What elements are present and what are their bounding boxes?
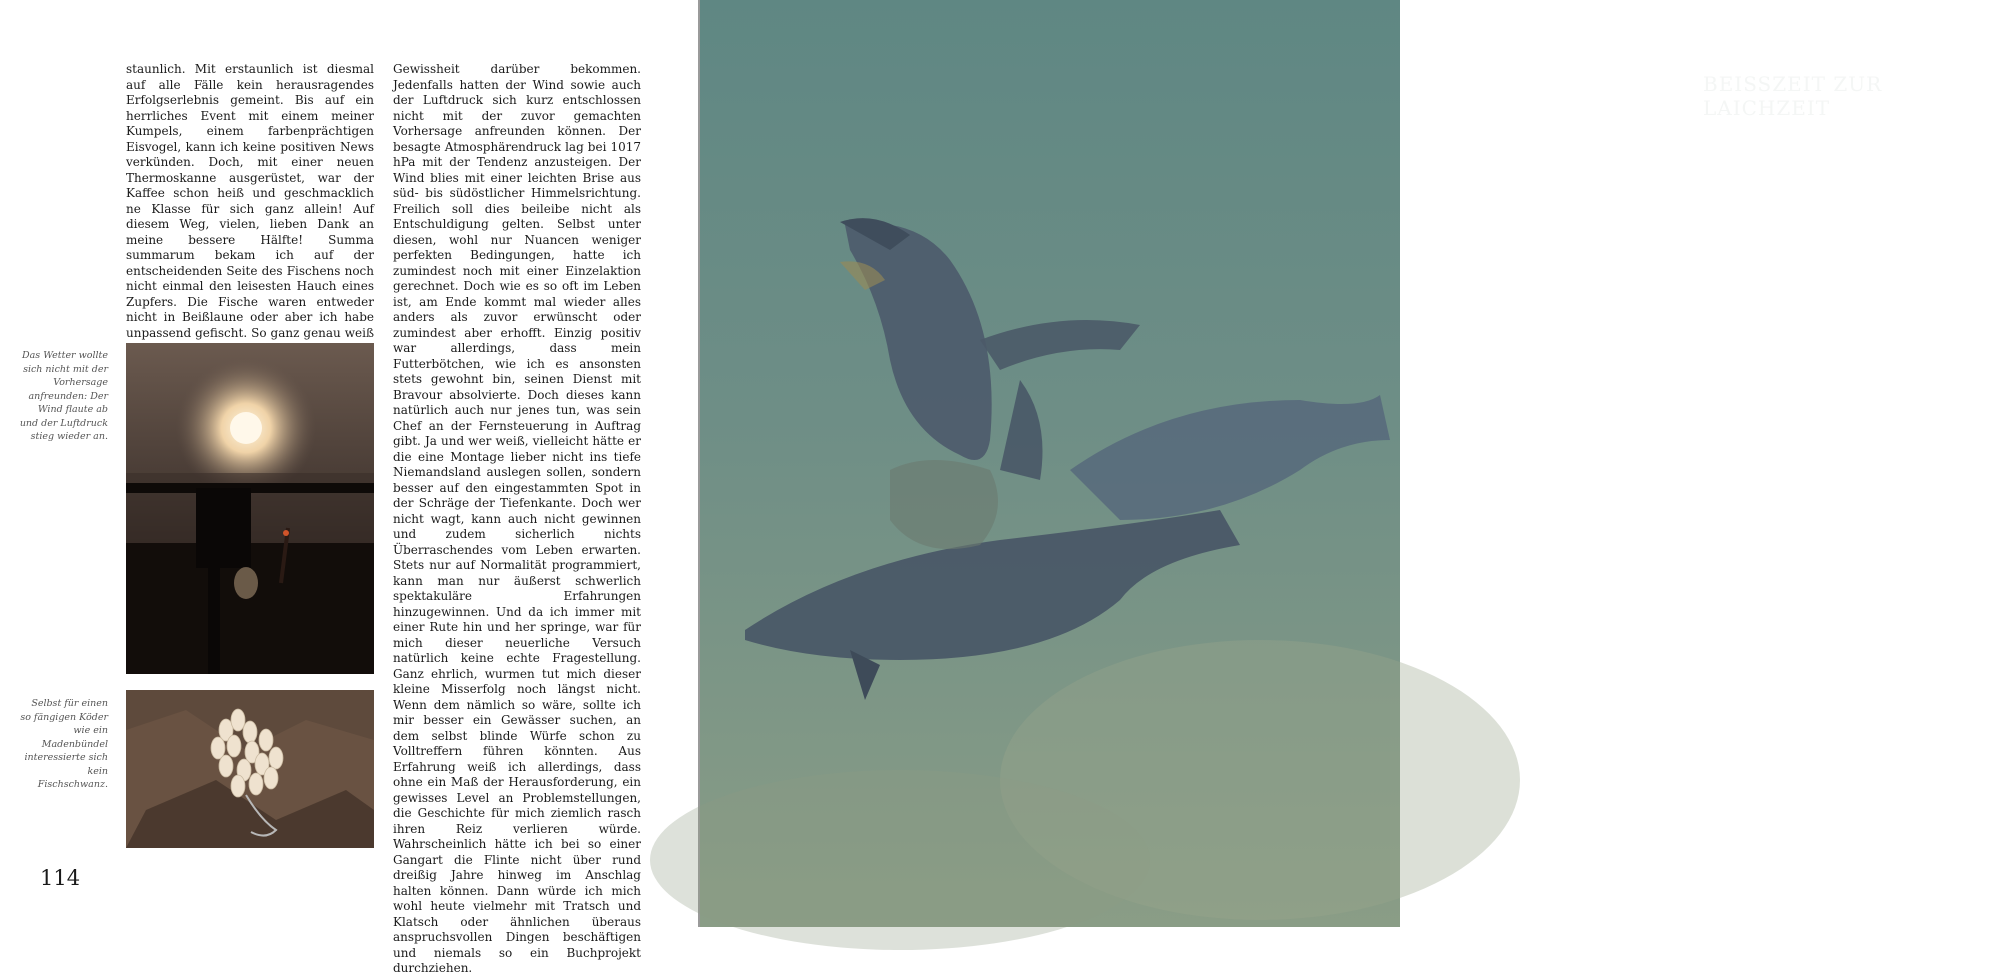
body-text-column-1: staunlich. Mit erstaunlich ist diesmal auf alle Fälle kein herausragendes Erfolgserlebnis gemeint. Bis auf ein herrliches Event mit einem meiner Kumpels, einem farbenprächtigen Eisvogel, kann ich keine positiven News verkünden. Doch, mit einer neuen Thermoskanne ausgerüstet, war der Kaffee schon heiß und geschmacklich ne Klasse für sich ganz allein! Auf diesem Weg, vielen, lieben Dank an meine bessere Hälfte! Summa summarum bekam ich auf der entscheidenden Seite des Fischens noch nicht einmal den leisesten Hauch eines Zupfers. Die Fische waren entweder nicht in Beißlaune oder aber ich habe unpassend gefischt. So ganz genau weiß: [126, 62, 374, 340]
sunset-rod-illustration: [126, 343, 374, 674]
page-number: 114: [40, 866, 81, 890]
left-page: [0, 0, 698, 975]
body-text-column-2: Gewissheit darüber bekommen. Jedenfalls hatten der Wind sowie auch der Luftdruck sich kurz entschlossen nicht mit der zuvor gemachten Vorhersage anfreunden können. Der besagte Atmosphärendruck lag bei 1017 hPa mit der Tendenz anzusteigen. Der Wind blies mit einer leichten Brise aus süd- bis südöstlicher Himmelsrichtung. Freilich soll dies beileibe nicht als Entschuldigung gelten. Selbst unter diesen, wohl nur Nuancen weniger perfekten Bedingungen, hatte ich zumindest noch mit einer Einzelaktion gerechnet. Doch wie es so oft im Leben ist, am Ende kommt mal wieder alles anders als zuvor erwünscht oder zumindest aber erhofft. Einzig positiv war allerdings, dass mein Futterbötchen, wie ich es ansonsten stets gewohnt bin, seinen Dienst mit Bravour absolvierte. Doch dieses kann natürlich auch nur jenes tun, was sein Chef an der Fernsteuerung in Auftrag gibt. Ja und wer weiß, vielleicht hätte er die eine Montage lieber nicht ins tiefe Niemandsland auslegen sollen, sondern besser auf den eingestammten Spot in der Schräge der Tiefenkante. Doch wer nicht wagt, kann auch nicht gewinnen und zudem sicherlich nichts Überraschendes vom Leben erwarten. Stets nur auf Normalität programmiert, kann man nur äußerst schwerlich spektakuläre Erfahrungen hinzugewinnen. Und da ich immer mit einer Rute hin und her springe, war für mich dieser neuerliche Versuch natürlich keine echte Fragestellung. Ganz ehrlich, wurmen tut mich dieser kleine Misserfolg noch längst nicht. Wenn dem nämlich so wäre, sollte ich mir besser ein Gewässer suchen, an dem selbst blinde Würfe schon zu Volltreffern führen könnten. Aus Erfahrung weiß ich allerdings, dass ohne ein Maß der Herausforderung, ein gewisses Level an Problemstellungen, die Geschichte für mich ziemlich rasch ihren Reiz verlieren würde. Wahrscheinlich hätte ich bei so einer Gangart die Flinte nicht über rund dreißig Jahre hinweg im Anschlag halten können. Dann würde ich mich wohl heute vielmehr mit Tratsch und Klatsch oder ähnlichen überaus anspruchsvollen Dingen beschäftigen und niemals so ein Buchprojekt durchziehen.: [393, 62, 641, 975]
photo-caption-maggots: Selbst für einen so fängigen Köder wie ein Madenbündel interessierte sich kein Fischschwanz.: [20, 698, 108, 790]
carp-underwater-photo: [700, 0, 1883, 927]
carp-illustration: [700, 0, 1400, 927]
sunset-rod-photo: [126, 343, 374, 674]
maggot-bundle-illustration: [126, 690, 374, 848]
maggot-bait-photo: [126, 690, 374, 848]
photo-caption-weather: Das Wetter wollte sich nicht mit der Vorhersage anfreunden: Der Wind flaute ab und der Luftdruck stieg wieder an.: [19, 350, 108, 442]
text-column-2: [393, 62, 641, 977]
chapter-heading: BEISSZEIT ZUR LAICHZEIT: [1703, 72, 1883, 120]
